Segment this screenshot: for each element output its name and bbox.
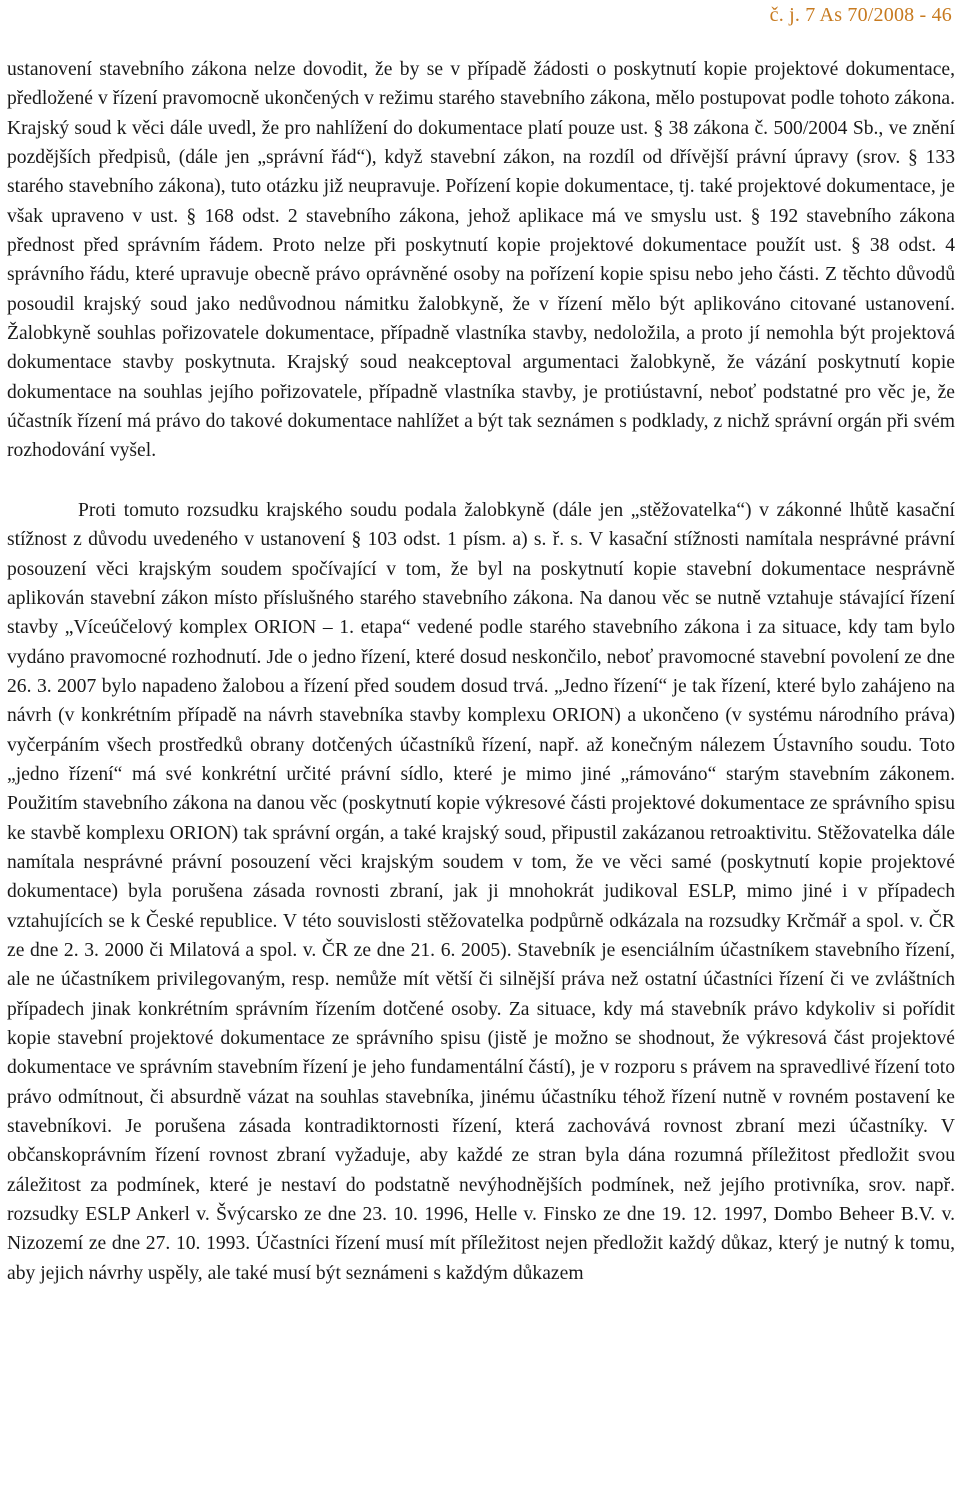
case-number: č. j. 7 As 70/2008 - 46 [769, 4, 952, 26]
document-body [7, 55, 955, 1288]
paragraph-1: ustanovení stavebního zákona nelze dovodit, že by se v případě žádosti o poskytnutí kopie projektové dokumentace, předložené v řízení pravomocně ukončených v režimu starého stavebního zákona, mělo postupovat podle tohoto zákona. Krajský soud k věci dále uvedl, že pro nahlížení do dokumentace platí pouze ust. § 38 zákona č. 500/2004 Sb., ve znění pozdějších předpisů, (dále jen „správní řád“), když stavební zákon, na rozdíl od dřívější právní úpravy (srov. § 133 starého stavebního zákona), tuto otázku již neupravuje. Pořízení kopie dokumentace, tj. také projektové dokumentace, je však upraveno v ust. § 168 odst. 2 stavebního zákona, jehož aplikace má ve smyslu ust. § 192 stavebního zákona přednost před správním řádem. Proto nelze při poskytnutí kopie projektové dokumentace použít ust. § 38 odst. 4 správního řádu, které upravuje obecně právo oprávněné osoby na pořízení kopie spisu nebo jeho části. Z těchto důvodů posoudil krajský soud jako nedůvodnou námitku žalobkyně, že v řízení mělo být aplikováno citované ustanovení. Žalobkyně souhlas pořizovatele dokumentace, případně vlastníka stavby, nedoložila, a proto jí nemohla být projektová dokumentace stavby poskytnuta. Krajský soud neakceptoval argumentaci žalobkyně, že vázání poskytnutí kopie dokumentace na souhlas jejího pořizovatele, případně vlastníka stavby, je protiústavní, neboť podstatné pro věc je, že účastník řízení má právo do takové dokumentace nahlížet a být tak seznámen s podklady, z nichž správní orgán při svém rozhodování vyšel. [7, 59, 955, 462]
paragraph-2: Proti tomuto rozsudku krajského soudu podala žalobkyně (dále jen „stěžovatelka“) v zákonné lhůtě kasační stížnost z důvodu uvedeného v ustanovení § 103 odst. 1 písm. a) s. ř. s. V kasační stížnosti namítala nesprávné právní posouzení věci krajským soudem spočívající v tom, že byl na poskytnutí kopie stavební dokumentace nesprávně aplikován stavební zákon místo příslušného starého stavebního zákona. Na danou věc se nutně vztahuje stávající řízení stavby „Víceúčelový komplex ORION – 1. etapa“ vedené podle starého stavebního zákona i za situace, kdy tam bylo vydáno pravomocné rozhodnutí. Jde o jedno řízení, které dosud neskončilo, neboť pravomocné stavební povolení ze dne 26. 3. 2007 bylo napadeno žalobou a řízení před soudem dosud trvá. „Jedno řízení“ je tak řízení, které bylo zahájeno na návrh (v konkrétním případě na návrh stavebníka stavby komplexu ORION) a ukončeno (v systému národního práva) vyčerpáním všech prostředků obrany dotčených účastníků řízení, např. až konečným nálezem Ústavního soudu. Toto „jedno řízení“ má své konkrétní určité právní sídlo, které je mimo jiné „rámováno“ starým stavebním zákonem. Použitím stavebního zákona na danou věc (poskytnutí kopie výkresové části projektové dokumentace ze správního spisu ke stavbě komplexu ORION) tak správní orgán, a také krajský soud, připustil zakázanou retroaktivitu. Stěžovatelka dále namítala nesprávné právní posouzení věci krajským soudem v tom, že ve věci samé (poskytnutí kopie projektové dokumentace) byla porušena zásada rovnosti zbraní, jak ji mnohokrát judikoval ESLP, mimo jiné i v případech vztahujících se k České republice. V této souvislosti stěžovatelka podpůrně odkázala na rozsudky Krčmář a spol. v. ČR ze dne 2. 3. 2000 či Milatová a spol. v. ČR ze dne 21. 6. 2005). Stavebník je esenciálním účastníkem stavebního řízení, ale ne účastníkem privilegovaným, resp. nemůže mít větší či silnější práva než ostatní účastníci řízení či ve zvláštních případech jinak konkrétním správním řízením dotčené osoby. Za situace, kdy má stavebník právo kdykoliv si pořídit kopie stavební projektové dokumentace ze správního spisu (jistě je možno se shodnout, že výkresová část projektové dokumentace ve správním stavebním řízení je jeho fundamentální částí), je v rozporu s právem na spravedlivé řízení toto právo odmítnout, či absurdně vázat na souhlas stavebníka, jinému účastníku téhož řízení nutně v rovném postavení ke stavebníkovi. Je porušena zásada kontradiktornosti řízení, která zachovává rovnost zbraní mezi účastníky. V občanskoprávním řízení rovnost zbraní vyžaduje, aby každé ze stran byla dána rozumná příležitost předložit svou záležitost za podmínek, které je nestaví do podstatně nevýhodnějších podmínek, než jejího protivníka, srov. např. rozsudky ESLP Ankerl v. Švýcarsko ze dne 23. 10. 1996, Helle v. Finsko ze dne 19. 12. 1997, Dombo Beheer B.V. v. Nizozemí ze dne 27. 10. 1993. Účastníci řízení musí mít příležitost nejen předložit každý důkaz, který je nutný k tomu, aby jejich návrhy uspěly, ale také musí být seznámeni s každým důkazem [7, 499, 955, 1284]
